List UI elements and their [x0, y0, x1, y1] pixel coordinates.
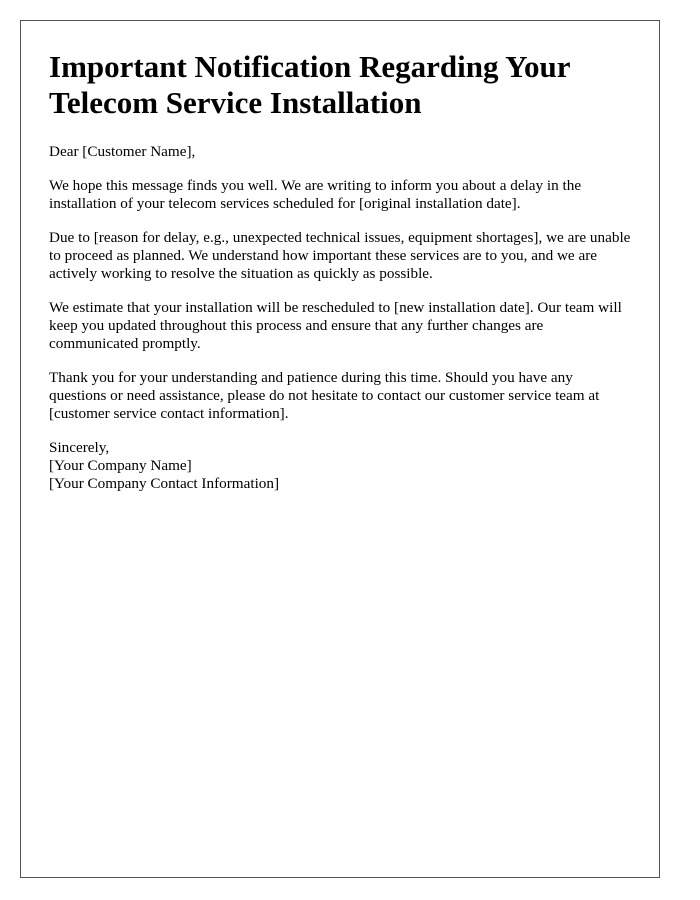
salutation: Dear [Customer Name], — [49, 143, 196, 160]
paragraph-intro: We hope this message finds you well. We are writing to inform you about a delay in the installation of your telecom services scheduled for [original installation date]. — [49, 177, 582, 212]
letter-body — [49, 143, 631, 493]
letter-title: Important Notification Regarding Your Telecom Service Installation — [49, 49, 570, 120]
paragraph-thanks: Thank you for your understanding and patience during this time. Should you have any questions or need assistance, please do not hesitate to contact our customer service team at [customer service contact information]. — [49, 369, 600, 422]
company-contact: [Your Company Contact Information] — [49, 475, 280, 492]
letter-closing — [49, 439, 631, 493]
company-name: [Your Company Name] — [49, 457, 192, 474]
signoff: Sincerely, — [49, 439, 110, 456]
letter-page — [20, 20, 660, 878]
paragraph-reason: Due to [reason for delay, e.g., unexpected technical issues, equipment shortages], we are unable to proceed as planned. We understand how important these services are to you, and we are actively working to resolve the situation as quickly as possible. — [49, 229, 631, 282]
paragraph-reschedule: We estimate that your installation will be rescheduled to [new installation date]. Our team will keep you updated throughout this process and ensure that any further changes are communicated promptly. — [49, 299, 622, 352]
